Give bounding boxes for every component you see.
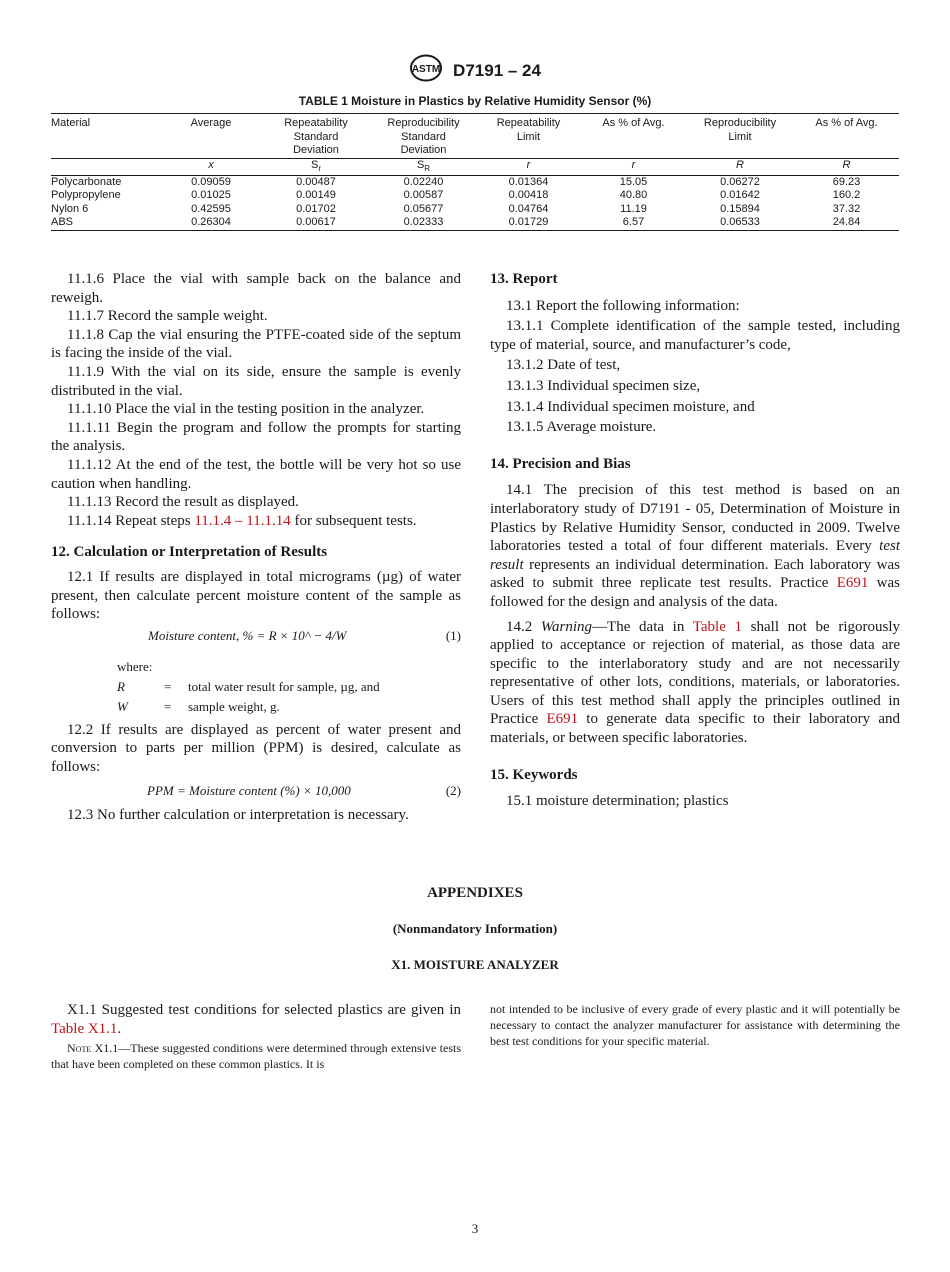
- table-cell: 0.42595: [191, 202, 231, 215]
- table-symbol-cell: $S_R$: [371, 158, 476, 175]
- table-cell: Polypropylene: [51, 189, 121, 202]
- where-label: where:: [117, 658, 153, 674]
- table-cell: 0.06272: [720, 175, 760, 188]
- table-header-cell: Repeatability Limit: [476, 114, 581, 159]
- where-block: [51, 657, 461, 717]
- table-cell: 0.15894: [720, 202, 760, 215]
- para-12-1: 12.1 If results are displayed in total micrograms (µg) of water present, then calculate percent moisture content of the sample as follows:: [51, 568, 461, 623]
- table-cell: 0.26304: [161, 216, 261, 230]
- equation-2-number: (2): [445, 783, 461, 799]
- table-cell: 160.2: [832, 189, 861, 202]
- para-11-1-14: 11.1.14 Repeat steps 11.1.4 – 11.1.14 for subsequent tests.: [67, 512, 417, 529]
- para-14-2: 14.2 Warning—The data in Table 1 shall not be rigorously applied to acceptance or rejection of material, as those data are specific to the interlaboratory study and are not necessarily representative of other lots, conditions, materials, or laboratories. Users of this test method shall apply the principles outlined in Practice E691 to generate data specific to their laboratory and materials, or between specific laboratories.: [490, 618, 900, 747]
- para-12-2: 12.2 If results are displayed as percent of water present and conversion to parts per million (PPM) is desired, calculate as follows:: [51, 721, 461, 775]
- table-header-cell: As % of Avg.: [581, 114, 686, 159]
- table-cell: 0.01729: [476, 216, 581, 230]
- table-symbol-cell: R: [794, 158, 899, 175]
- table-cell: 0.04764: [508, 202, 549, 215]
- para-11-1-10: 11.1.10 Place the vial in the testing position in the analyzer.: [67, 401, 425, 418]
- table-row: [51, 203, 899, 217]
- table-cell: 15.05: [619, 175, 648, 188]
- table-cell: 0.02333: [371, 216, 476, 230]
- para-12-3: 12.3 No further calculation or interpretation is necessary.: [67, 807, 409, 824]
- para-13-1-5: 13.1.5 Average moisture.: [506, 419, 657, 436]
- table-header-cell: Reproducibility Limit: [686, 114, 794, 159]
- para-x1-1: X1.1 Suggested test conditions for selected plastics are given in Table X1.1.: [51, 1002, 461, 1037]
- left-column: [51, 270, 461, 825]
- table-cell: 0.00418: [508, 189, 549, 202]
- steps-link[interactable]: 11.1.4 – 11.1.14: [194, 512, 291, 529]
- table-cell: Nylon 6: [51, 202, 89, 215]
- table-cell: 0.09059: [191, 175, 231, 188]
- table-1-link[interactable]: Table 1: [692, 618, 743, 635]
- para-13-1-2: 13.1.2 Date of test,: [506, 357, 621, 374]
- table-cell: 11.19: [620, 202, 647, 215]
- designation: D7191 – 24: [453, 60, 541, 80]
- e691-link[interactable]: E691: [836, 575, 869, 592]
- para-13-1-3: 13.1.3 Individual specimen size,: [506, 377, 701, 394]
- document-header: [0, 54, 950, 87]
- table-row: [51, 216, 899, 230]
- table-cell: 0.01025: [191, 189, 231, 202]
- table-row: [51, 189, 899, 203]
- para-11-1-13: 11.1.13 Record the result as displayed.: [67, 494, 299, 511]
- table-cell: 69.23: [832, 175, 861, 188]
- table-symbol-cell: r: [476, 158, 581, 175]
- section-15-heading: 15. Keywords: [490, 766, 578, 783]
- table-cell: 0.01364: [508, 175, 549, 188]
- section-12-heading: 12. Calculation or Interpretation of Results: [51, 544, 328, 561]
- where-row-r: R = total water result for sample, µg, and: [117, 678, 380, 694]
- table-cell: Polycarbonate: [51, 175, 122, 188]
- equation-1: Moisture content, % = R × 10^ − 4/W (1): [51, 627, 461, 649]
- right-column: [490, 270, 900, 811]
- note-x1-1: Note X1.1—These suggested conditions were determined through extensive tests that have been completed on these common plastics. It is: [51, 1041, 461, 1072]
- table-cell: 0.01642: [720, 189, 760, 202]
- table-cell: 24.84: [794, 216, 899, 230]
- table-header-cell: Repeatability Standard Deviation: [261, 114, 371, 159]
- table-symbol-cell: [51, 158, 161, 175]
- table-1: [51, 113, 899, 231]
- appendix-x1-title: X1. MOISTURE ANALYZER: [391, 957, 559, 972]
- table-1-caption: TABLE 1 Moisture in Plastics by Relative Humidity Sensor (%): [298, 94, 652, 108]
- para-14-1: 14.1 The precision of this test method is based on an interlaboratory study of D7191 - 05, Determination of Moisture in Plastics by Relative Humidity Sensor, conducted in 2009. Twelve laboratories tested a total of four different materials. Every test result represents an individual determination. Each laboratory was asked to submit three replicate test results. Practice E691 was followed for the design and analysis of the data.: [490, 482, 901, 610]
- table-cell: 0.01702: [296, 202, 336, 215]
- para-11-1-9: 11.1.9 With the vial on its side, ensure the sample is evenly distributed in the vial.: [51, 363, 461, 399]
- table-cell: 0.06533: [686, 216, 794, 230]
- para-13-1: 13.1 Report the following information:: [506, 297, 740, 314]
- section-13-heading: 13. Report: [490, 271, 558, 287]
- e691-link[interactable]: E691: [546, 711, 579, 728]
- table-cell: 0.00149: [296, 189, 336, 202]
- table-symbol-row: [51, 158, 899, 175]
- equation-1-number: (1): [445, 627, 461, 643]
- para-11-1-8: 11.1.8 Cap the vial ensuring the PTFE-coated side of the septum is facing the inside of the vial.: [51, 326, 461, 362]
- para-11-1-11: 11.1.11 Begin the program and follow the prompts for starting the analysis.: [51, 419, 461, 455]
- table-x1-1-link[interactable]: Table X1.1: [51, 1020, 118, 1037]
- section-14-heading: 14. Precision and Bias: [490, 455, 631, 472]
- table-cell: 0.00617: [261, 216, 371, 230]
- table-cell: 0.00587: [403, 189, 444, 202]
- table-symbol-cell: r: [581, 158, 686, 175]
- para-15-1: 15.1 moisture determination; plastics: [506, 793, 729, 810]
- table-header-cell: Reproducibility Standard Deviation: [371, 114, 476, 159]
- appendix-subtitle: (Nonmandatory Information): [392, 921, 558, 936]
- table-cell: 37.32: [832, 202, 861, 215]
- table-cell: 6.57: [581, 216, 686, 230]
- para-13-1-1: 13.1.1 Complete identification of the sample tested, including type of material, source, and manufacturer’s code,: [490, 318, 900, 353]
- para-13-1-4: 13.1.4 Individual specimen moisture, and: [506, 398, 755, 415]
- table-symbol-cell: R: [686, 158, 794, 175]
- equation-2: PPM = Moisture content (%) × 10,000 (2): [51, 782, 461, 804]
- para-11-1-7: 11.1.7 Record the sample weight.: [67, 308, 268, 325]
- astm-logo-icon: [409, 54, 443, 87]
- svg-text:ASTM: ASTM: [411, 64, 441, 75]
- where-row-w: W = sample weight, g.: [117, 698, 280, 714]
- appendix-right-note: not intended to be inclusive of every grade of every plastic and it will potentially be necessary to contact the analyzer manufacturer for assistance with determining the best test conditions for your specific material.: [490, 1002, 900, 1048]
- table-header-row: [51, 114, 899, 159]
- table-header-cell: Material: [51, 114, 161, 159]
- table-cell: 0.02240: [403, 175, 444, 188]
- table-cell: 0.00487: [296, 175, 336, 188]
- table-row: [51, 175, 899, 189]
- table-cell: 40.80: [619, 189, 648, 202]
- table-header-cell: Average: [161, 114, 261, 159]
- para-11-1-6: 11.1.6 Place the vial with sample back on the balance and reweigh.: [51, 271, 461, 306]
- appendix-title: APPENDIXES: [427, 885, 523, 901]
- table-symbol-cell: $S_r$: [261, 158, 371, 175]
- para-11-1-12: 11.1.12 At the end of the test, the bottle will be very hot so use caution when handling.: [51, 456, 461, 492]
- table-cell: ABS: [51, 216, 161, 230]
- appendix-left: [51, 1001, 461, 1072]
- table-symbol-cell: x: [161, 158, 261, 175]
- page-number: 3: [471, 1221, 479, 1236]
- table-cell: 0.05677: [403, 202, 444, 215]
- table-header-cell: As % of Avg.: [794, 114, 899, 159]
